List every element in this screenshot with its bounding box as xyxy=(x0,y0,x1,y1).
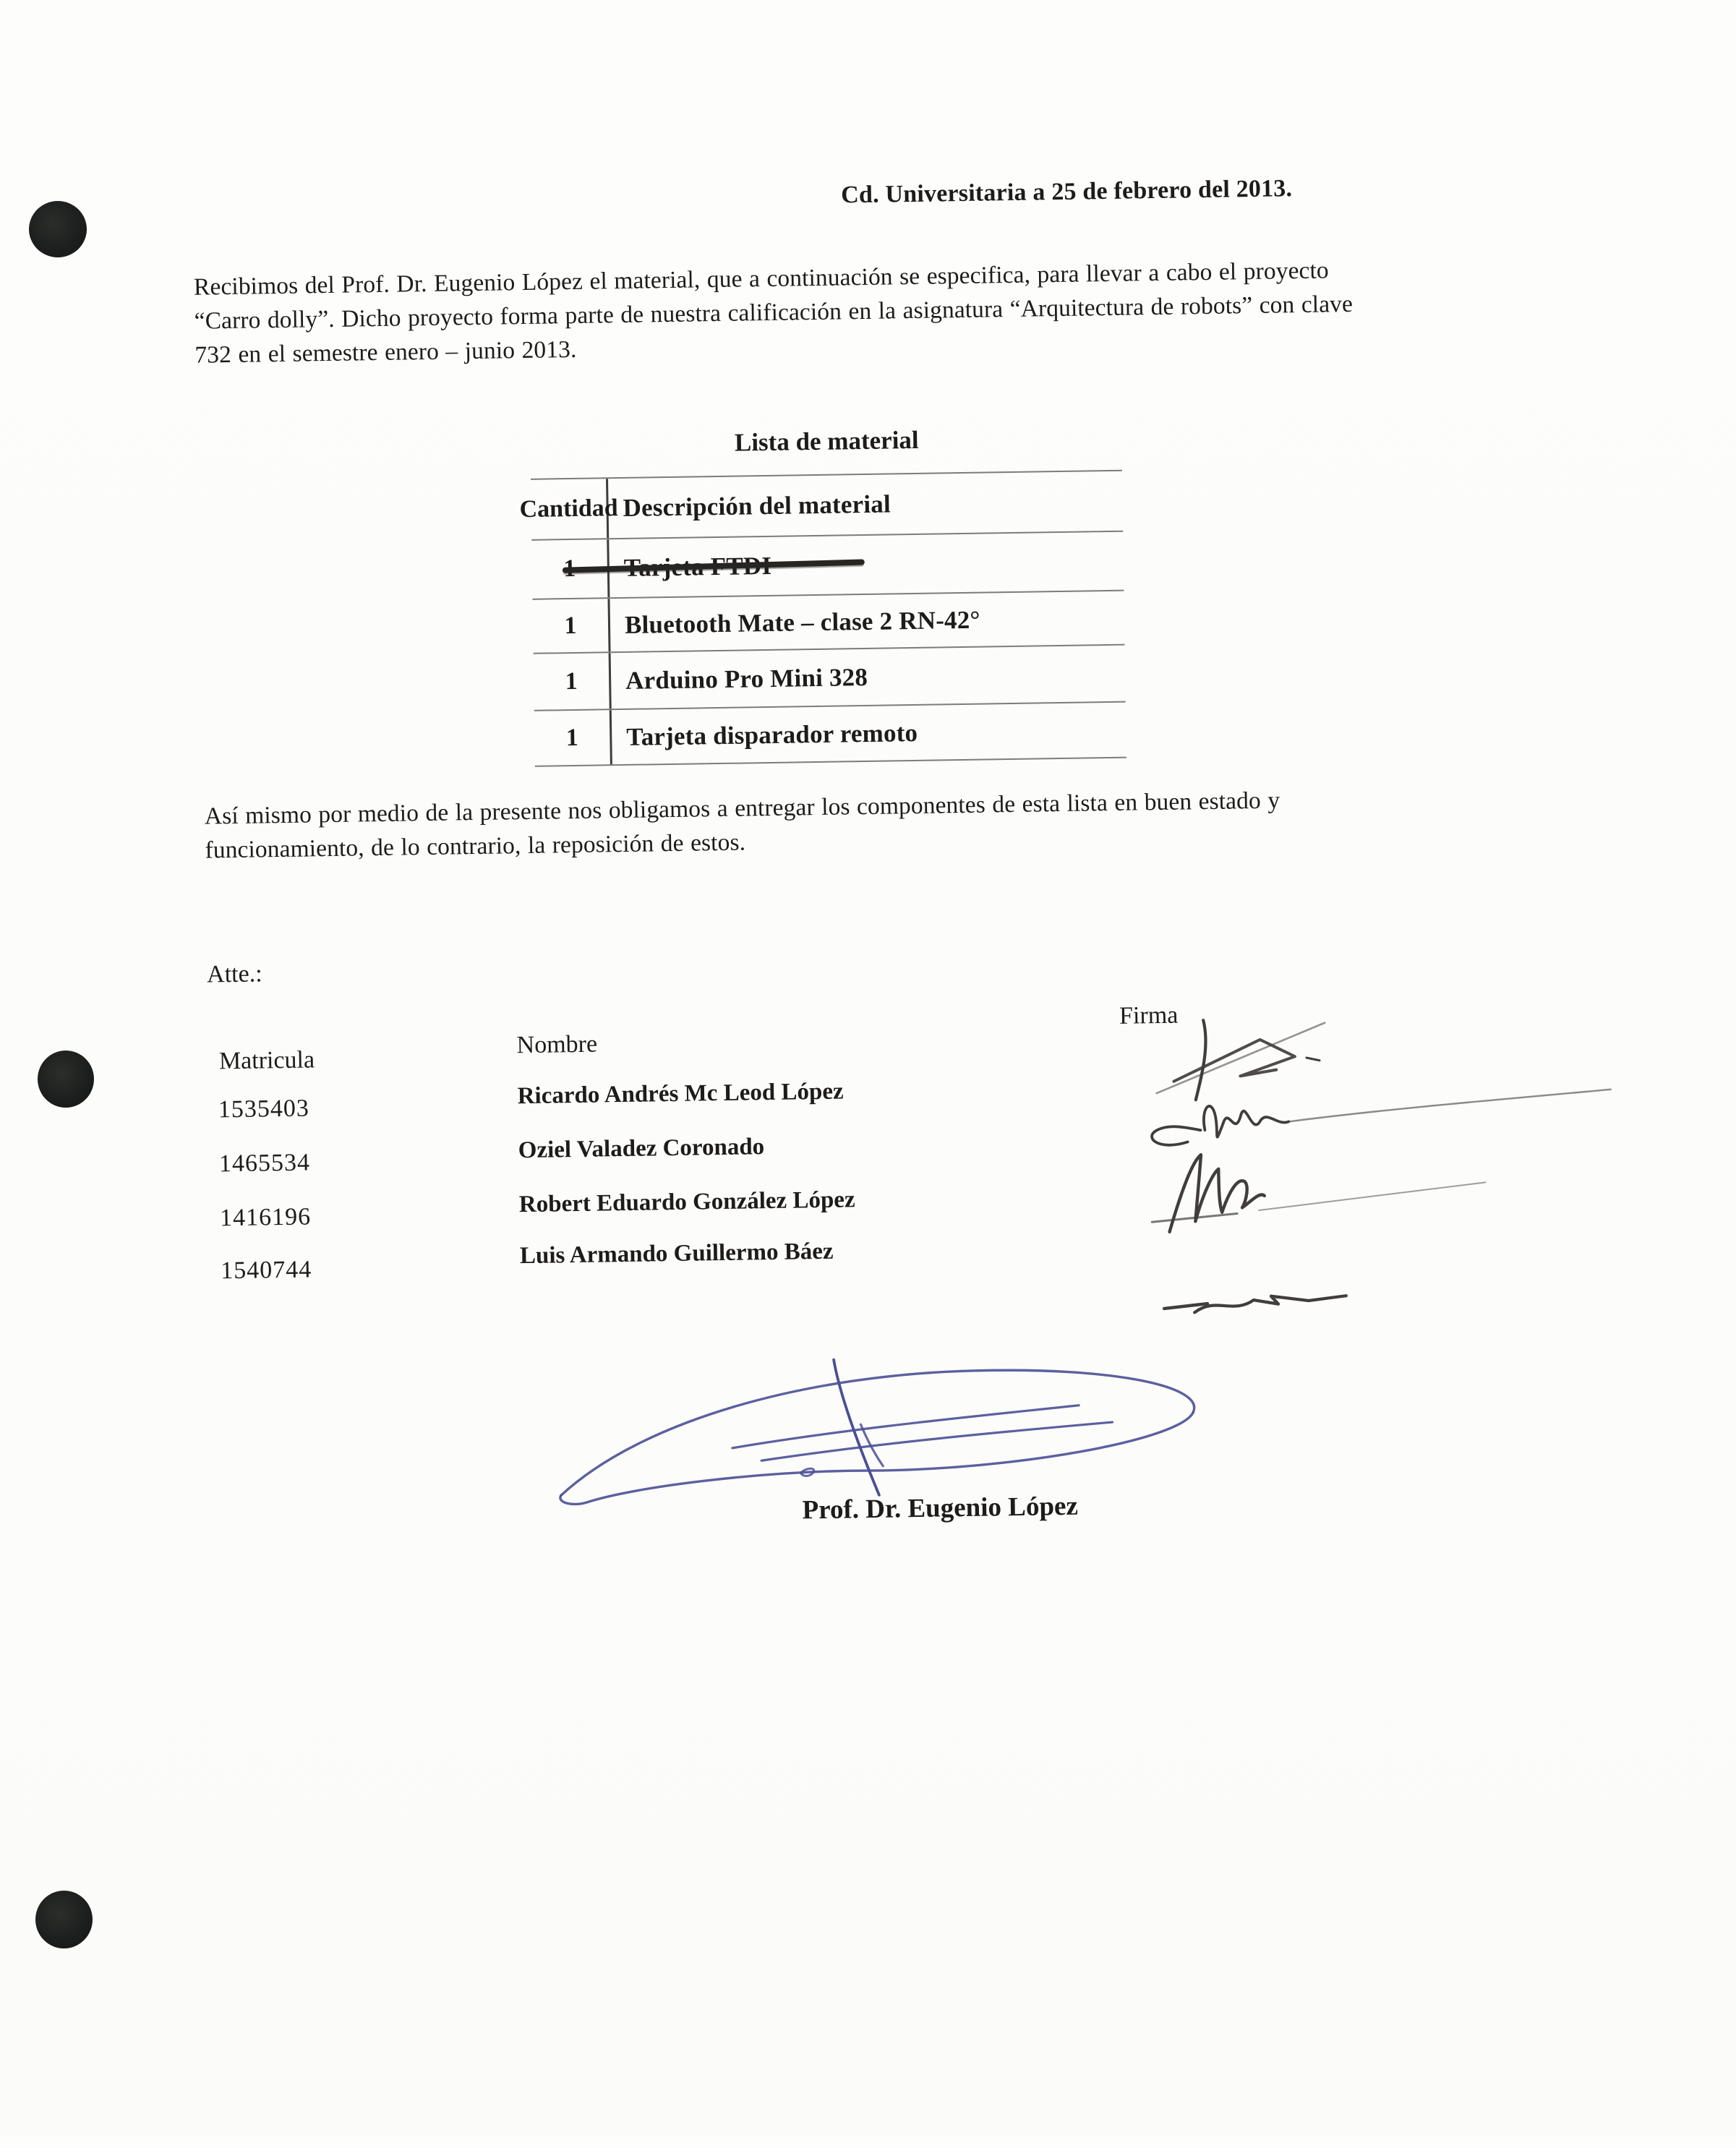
handwritten-signature-2 xyxy=(1142,1079,1617,1158)
cell-descripcion: Bluetooth Mate – clase 2 RN-42° xyxy=(624,605,980,639)
handwritten-signature-4 xyxy=(1161,1285,1351,1323)
column-header-firma: Firma xyxy=(1119,1001,1179,1030)
intro-paragraph: Recibimos del Prof. Dr. Eugenio López el material, que a continuación se especifica, para llevar a cabo el proyecto “Carro dolly”. Dicho proyecto forma parte de nuestra calificación en la asignatura “Arquitectura de robots” con clave 732 en el semestre enero – junio 2013. xyxy=(193,257,1354,369)
table-row xyxy=(531,532,1124,600)
table-row xyxy=(534,646,1126,711)
material-table xyxy=(519,470,1126,767)
matricula-value: 1465534 xyxy=(218,1149,311,1178)
signatory-name: Luis Armando Guillermo Báez xyxy=(519,1238,834,1270)
column-header-nombre: Nombre xyxy=(516,1030,598,1059)
header-cantidad: Cantidad xyxy=(531,479,609,539)
table-row xyxy=(532,591,1124,654)
header-descripcion: Descripción del material xyxy=(623,489,891,522)
cell-descripcion: Arduino Pro Mini 328 xyxy=(625,662,868,695)
cell-descripcion: Tarjeta disparador remoto xyxy=(626,718,918,751)
cell-cantidad: 1 xyxy=(534,653,612,710)
attention-label: Atte.: xyxy=(206,960,262,988)
material-table-title: Lista de material xyxy=(734,425,919,457)
signatory-name: Robert Eduardo González López xyxy=(518,1186,855,1218)
matricula-value: 1535403 xyxy=(218,1095,310,1124)
matricula-value: 1416196 xyxy=(219,1203,312,1232)
cell-cantidad: 1 xyxy=(534,710,612,766)
table-row xyxy=(534,703,1126,767)
signatory-name: Ricardo Andrés Mc Leod López xyxy=(517,1078,844,1110)
matricula-value: 1540744 xyxy=(220,1256,312,1285)
handwritten-signature-3 xyxy=(1148,1144,1489,1235)
column-header-matricula: Matricula xyxy=(218,1046,315,1075)
cell-cantidad: 1 xyxy=(532,599,610,653)
obligation-paragraph: Así mismo por medio de la presente nos obligamos a entregar los componentes de esta lista en buen estado y funcionamiento, de lo contrario, la reposición de estos. xyxy=(204,787,1280,864)
date-line: Cd. Universitaria a 25 de febrero del 2013. xyxy=(840,175,1293,209)
material-table-header-row xyxy=(519,471,1123,541)
signatory-name: Oziel Valadez Coronado xyxy=(518,1134,765,1164)
professor-name-label: Prof. Dr. Eugenio López xyxy=(802,1491,1079,1526)
